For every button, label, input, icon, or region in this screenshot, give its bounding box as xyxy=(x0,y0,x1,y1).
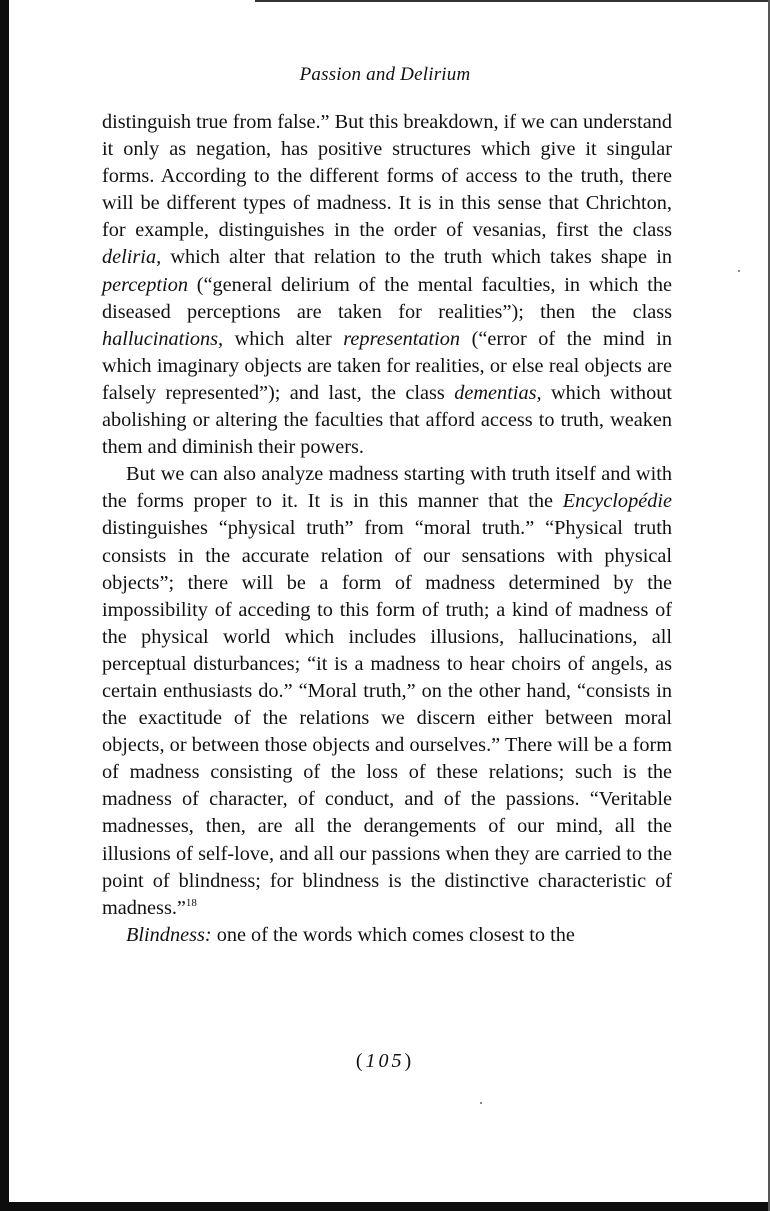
text-run: distinguishes “physical truth” from “moral truth.” “Physical truth consists in the accurate relation of our sensations with physical objects”; there will be a form of madness determined by the impossibility of acceding to this form of truth; a kind of madness of the physical world which includes illusions, hallucinations, all perceptual disturbances; “it is a madness to hear choirs of angels, as certain enthusiasts do.” “Moral truth,” on the other hand, “consists in the exactitude of the relations we discern either between moral objects, or between those objects and ourselves.” There will be a form of madness consisting of the loss of these relations; such is the madness of character, of conduct, and of the passions. “Veritable madnesses, then, are all the derangements of our mind, all the illusions of self-love, and all our passions when they are carried to the point of blindness; for blindness is the distinctive characteristic of madness.” xyxy=(102,517,672,919)
italic-run: Encyclopédie xyxy=(562,490,672,513)
paragraph xyxy=(102,109,672,461)
text-run: (“general delirium of the mental faculties, in which the diseased perceptions are taken for realities”); then the class xyxy=(102,273,672,323)
italic-run: Blindness: xyxy=(126,923,212,946)
running-head: Passion and Delirium xyxy=(299,64,471,85)
italic-run: perception xyxy=(102,273,188,296)
text-run: (“error of the mind in which imaginary objects are taken for realities, or else real objects are falsely represented”); and last, the class xyxy=(102,327,672,404)
italic-run: dementias, xyxy=(454,381,542,404)
paragraph xyxy=(102,461,672,922)
text-run: which without abolishing or altering the faculties that afford access to truth, weaken them and diminish their powers. xyxy=(102,381,672,459)
text-run: distinguish true from false.” But this breakdown, if we can understand it only as negation, has positive structures which give it singular forms. According to the different forms of access to the truth, there will be different types of madness. It is in this sense that Chrichton, for example, distinguishes in the order of vesanias, first the class xyxy=(102,111,672,242)
scan-edge-left xyxy=(0,0,9,1211)
italic-run: representation xyxy=(343,327,461,350)
text-run: which alter xyxy=(223,327,344,350)
text-run: one of the words which comes closest to the xyxy=(211,923,575,946)
scan-edge-top xyxy=(255,0,770,2)
page-number xyxy=(0,1050,770,1073)
scan-edge-bottom xyxy=(0,1202,770,1211)
scan-speck xyxy=(738,270,740,272)
folio-open-paren: ( xyxy=(355,1050,366,1072)
italic-run: hallucinations, xyxy=(102,327,224,350)
text-run: which alter that relation to the truth which takes shape in xyxy=(161,246,672,269)
paragraph xyxy=(102,922,672,949)
folio-number: 105 xyxy=(365,1050,405,1072)
footnote-ref: 18 xyxy=(185,896,197,909)
body-text xyxy=(102,109,672,949)
folio-close-paren: ) xyxy=(404,1050,415,1072)
scan-speck xyxy=(480,1102,482,1104)
italic-run: deliria, xyxy=(102,246,162,269)
text-run: But we can also analyze madness starting with truth itself and with the forms proper to it. It is in this manner that the xyxy=(102,463,672,513)
